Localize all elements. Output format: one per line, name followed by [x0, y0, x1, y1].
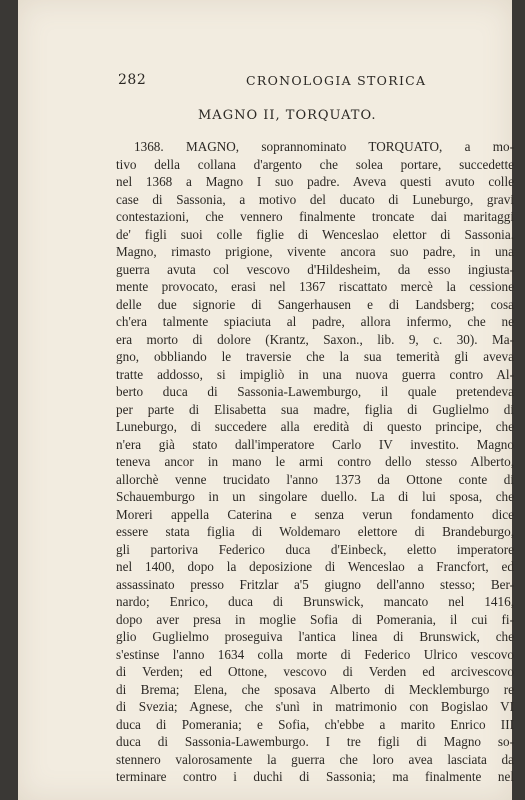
text-line: essere stata figlia di Woldemaro elettore di Brandeburgo, [116, 524, 514, 539]
text-line: 1368. MAGNO, soprannominato TORQUATO, a mo- [134, 139, 514, 154]
text-line: dopo aver presa in moglie Sofia di Pomerania, il cui fi- [116, 611, 514, 627]
text-line: n'era già stato dall'imperatore Carlo IV investito. Magno [116, 436, 514, 452]
text-line: nardo; Enrico, duca di Brunswick, mancato nel 1416, [116, 594, 514, 609]
text-line: di Svezia; Agnese, che s'unì in matrimonio con Bogislao VI [116, 699, 514, 714]
text-line: di Brema; Elena, che sposava Alberto di Mecklemburgo re [116, 681, 514, 697]
text-line: gli partoriva Federico duca d'Einbeck, eletto imperatore [116, 541, 514, 557]
text-line: Luneburgo, di succedere alla eredità di questo principe, che [116, 419, 514, 434]
text-line: mente provocato, erasi nel 1367 riscattato mercè la cessione [116, 279, 514, 294]
book-page [18, 0, 512, 800]
text-line: berto duca di Sassonia-Lawemburgo, il quale pretendeva [116, 384, 514, 399]
text-line: Moreri appella Caterina e senza verun fondamento dice [116, 506, 514, 522]
text-line: s'estinse l'anno 1634 colla morte di Federico Ulrico vescovo [116, 646, 514, 662]
text-line: glio Guglielmo proseguiva l'antica linea di Brunswick, che [116, 629, 514, 644]
text-line: stennero valorosamente la guerra che loro avea lasciata da [116, 751, 514, 767]
text-line: era morto di dolore (Krantz, Saxon., lib. 9, c. 30). Ma- [116, 331, 514, 347]
text-line: tivo della collana d'argento che solea portare, succedette [116, 156, 514, 172]
text-line: delle due signorie di Sangerhausen e di Landsberg; cosa [116, 296, 514, 312]
text-line: teneva ancor in mano le armi contro dello stesso Alberto, [116, 454, 514, 469]
text-line: ch'era talmente spiaciuta al padre, allora infermo, che ne [116, 314, 514, 329]
text-line: Schauemburgo in un singolare duello. La di lui sposa, che [116, 489, 514, 504]
text-line: duca di Pomerania; e Sofia, ch'ebbe a marito Enrico III [116, 716, 514, 732]
section-title: MAGNO II, TORQUATO. [198, 108, 377, 123]
text-line: case di Sassonia, a motivo del ducato di Luneburgo, gravi [116, 191, 514, 207]
page-header [118, 72, 518, 92]
text-line: tratte addosso, si impigliò in una nuova guerra contro Al- [116, 366, 514, 382]
text-line: allorchè venne trucidato l'anno 1373 da Ottone conte di [116, 471, 514, 487]
text-line: gno, obbliando le traversie che la sua temerità gli aveva [116, 349, 514, 364]
text-line: di Verden; ed Ottone, vescovo di Verden ed arcivescovo [116, 664, 514, 679]
body-text [116, 138, 514, 786]
text-line: contestazioni, che vennero finalmente troncate dai maritaggi [116, 209, 514, 224]
running-title: CRONOLOGIA STORICA [246, 73, 427, 88]
page-number: 282 [118, 72, 147, 88]
text-line: duca di Sassonia-Lawemburgo. I tre figli di Magno so- [116, 734, 514, 749]
text-line: guerra avuta col vescovo d'Hildesheim, da esso ingiusta- [116, 261, 514, 277]
text-line: nel 1368 a Magno I suo padre. Aveva questi avuto colle [116, 174, 514, 189]
text-line: Magno, rimasto prigione, vivente ancora suo padre, in una [116, 244, 514, 259]
text-line: assassinato presso Fritzlar a'5 giugno dell'anno stesso; Ber- [116, 576, 514, 592]
text-line: per parte di Elisabetta sua madre, figlia di Guglielmo di [116, 401, 514, 417]
text-line: de' figli suoi colle figlie di Wenceslao elettor di Sassonia. [116, 226, 514, 242]
text-line: nel 1400, dopo la deposizione di Wenceslao a Francfort, ed [116, 559, 514, 574]
text-line: terminare contro i duchi di Sassonia; ma finalmente nel [116, 769, 514, 784]
